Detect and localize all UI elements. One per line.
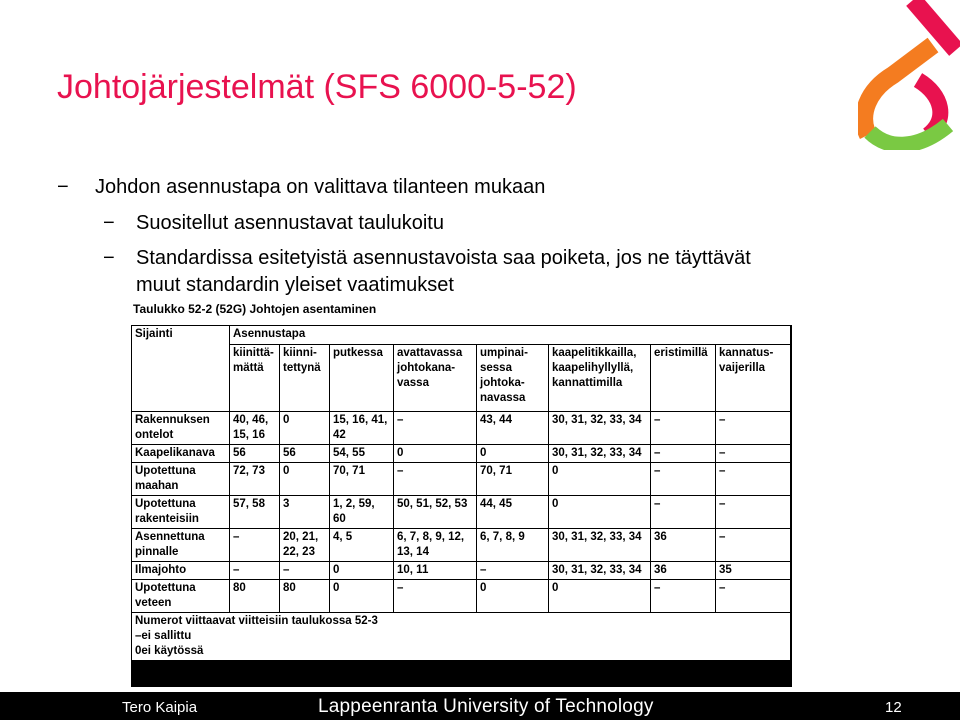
table-row — [132, 496, 791, 529]
table-row — [132, 463, 791, 496]
table-cell: 57, 58 — [230, 496, 280, 529]
header-method: Asennustapa — [230, 326, 791, 345]
bullet-text: Suositellut asennustavat taulukoitu — [136, 212, 444, 234]
row-location: Kaapelikanava — [132, 445, 230, 463]
table-cell: 80 — [280, 580, 330, 613]
source-note: Lähde: SFS 600e-käsikirja — [580, 658, 733, 673]
table-row — [132, 562, 791, 580]
row-location: Upotettuna maahan — [132, 463, 230, 496]
table-cell: 0 — [549, 580, 651, 613]
bullet-text: Johdon asennustapa on valittava tilanteen mukaan — [95, 176, 546, 198]
column-header: putkessa — [330, 345, 394, 412]
footer-bar — [0, 692, 960, 720]
table-cell: 6, 7, 8, 9, 12, 13, 14 — [394, 529, 477, 562]
bullet-text: Standardissa esitetyistä asennustavoista saa poiketa, jos ne täyttävät — [136, 247, 751, 269]
table-cell: 72, 73 — [230, 463, 280, 496]
table-caption: Taulukko 52-2 (52G) Johtojen asentaminen — [133, 302, 377, 316]
table-cell: 0 — [330, 562, 394, 580]
bullet-marker: − — [103, 247, 115, 269]
installation-table-frame — [131, 325, 792, 687]
table-row — [132, 445, 791, 463]
table-cell: – — [716, 445, 791, 463]
table-subheader-row — [132, 345, 791, 412]
table-cell: 0 — [549, 463, 651, 496]
table-cell: – — [716, 463, 791, 496]
table-cell: 15, 16, 41, 42 — [330, 412, 394, 445]
table-header-row — [132, 326, 791, 345]
table-cell: 4, 5 — [330, 529, 394, 562]
column-header: kiinni- tettynä — [280, 345, 330, 412]
table-cell: 0 — [330, 580, 394, 613]
table-cell: 0 — [394, 445, 477, 463]
table-cell: 6, 7, 8, 9 — [477, 529, 549, 562]
installation-table — [131, 325, 791, 661]
column-header: kannatus- vaijerilla — [716, 345, 791, 412]
table-footnote: Numerot viittaavat viitteisiin taulukossa 52-3 –ei sallittu 0ei käytössä — [132, 613, 791, 661]
table-cell: 43, 44 — [477, 412, 549, 445]
table-cell: – — [394, 463, 477, 496]
table-cell: 20, 21, 22, 23 — [280, 529, 330, 562]
table-cell: 70, 71 — [330, 463, 394, 496]
table-cell: 40, 46, 15, 16 — [230, 412, 280, 445]
table-cell: 54, 55 — [330, 445, 394, 463]
table-cell: 70, 71 — [477, 463, 549, 496]
row-location: Upotettuna veteen — [132, 580, 230, 613]
bullet-text: muut standardin yleiset vaatimukset — [136, 274, 454, 296]
table-cell: 10, 11 — [394, 562, 477, 580]
table-cell: 44, 45 — [477, 496, 549, 529]
table-cell: – — [230, 529, 280, 562]
table-cell: – — [394, 580, 477, 613]
table-cell: 56 — [280, 445, 330, 463]
table-cell: 30, 31, 32, 33, 34 — [549, 445, 651, 463]
table-cell: 35 — [716, 562, 791, 580]
table-cell: 3 — [280, 496, 330, 529]
column-header: avattavassa johtokana- vassa — [394, 345, 477, 412]
table-cell: 56 — [230, 445, 280, 463]
table-row — [132, 529, 791, 562]
column-header: eristimillä — [651, 345, 716, 412]
university-logo — [858, 0, 960, 150]
page-number: 12 — [885, 699, 902, 716]
column-header: kiinittä- mättä — [230, 345, 280, 412]
slide-title: Johtojärjestelmät (SFS 6000-5-52) — [57, 68, 577, 106]
table-cell: – — [394, 412, 477, 445]
table-cell: – — [280, 562, 330, 580]
table-cell: – — [477, 562, 549, 580]
column-header: umpinai- sessa johtoka- navassa — [477, 345, 549, 412]
header-location: Sijainti — [132, 326, 230, 412]
row-location: Ilmajohto — [132, 562, 230, 580]
table-cell: 1, 2, 59, 60 — [330, 496, 394, 529]
table-cell: 30, 31, 32, 33, 34 — [549, 529, 651, 562]
table-cell: – — [651, 412, 716, 445]
table-cell: 0 — [280, 463, 330, 496]
column-header: kaapelitikkailla, kaapelihyllyllä, kannattimilla — [549, 345, 651, 412]
table-cell: 30, 31, 32, 33, 34 — [549, 562, 651, 580]
row-location: Asennettuna pinnalle — [132, 529, 230, 562]
table-cell: – — [230, 562, 280, 580]
bullet-marker: − — [57, 176, 69, 198]
table-cell: – — [651, 496, 716, 529]
row-location: Upotettuna rakenteisiin — [132, 496, 230, 529]
table-row — [132, 580, 791, 613]
table-cell: 50, 51, 52, 53 — [394, 496, 477, 529]
table-cell: 0 — [477, 580, 549, 613]
table-cell: – — [651, 580, 716, 613]
table-cell: – — [651, 463, 716, 496]
table-cell: – — [716, 529, 791, 562]
table-cell: – — [716, 496, 791, 529]
table-row — [132, 412, 791, 445]
table-cell: 80 — [230, 580, 280, 613]
table-footnote-row — [132, 613, 791, 661]
footer-author: Tero Kaipia — [122, 699, 198, 716]
row-location: Rakennuksen ontelot — [132, 412, 230, 445]
table-cell: 0 — [477, 445, 549, 463]
table-cell: 36 — [651, 562, 716, 580]
table-cell: 0 — [280, 412, 330, 445]
table-cell: 36 — [651, 529, 716, 562]
footer-university: Lappeenranta University of Technology — [318, 696, 654, 717]
table-cell: – — [716, 412, 791, 445]
table-cell: 0 — [549, 496, 651, 529]
table-cell: – — [716, 580, 791, 613]
table-cell: 30, 31, 32, 33, 34 — [549, 412, 651, 445]
table-cell: – — [651, 445, 716, 463]
bullet-marker: − — [103, 212, 115, 234]
